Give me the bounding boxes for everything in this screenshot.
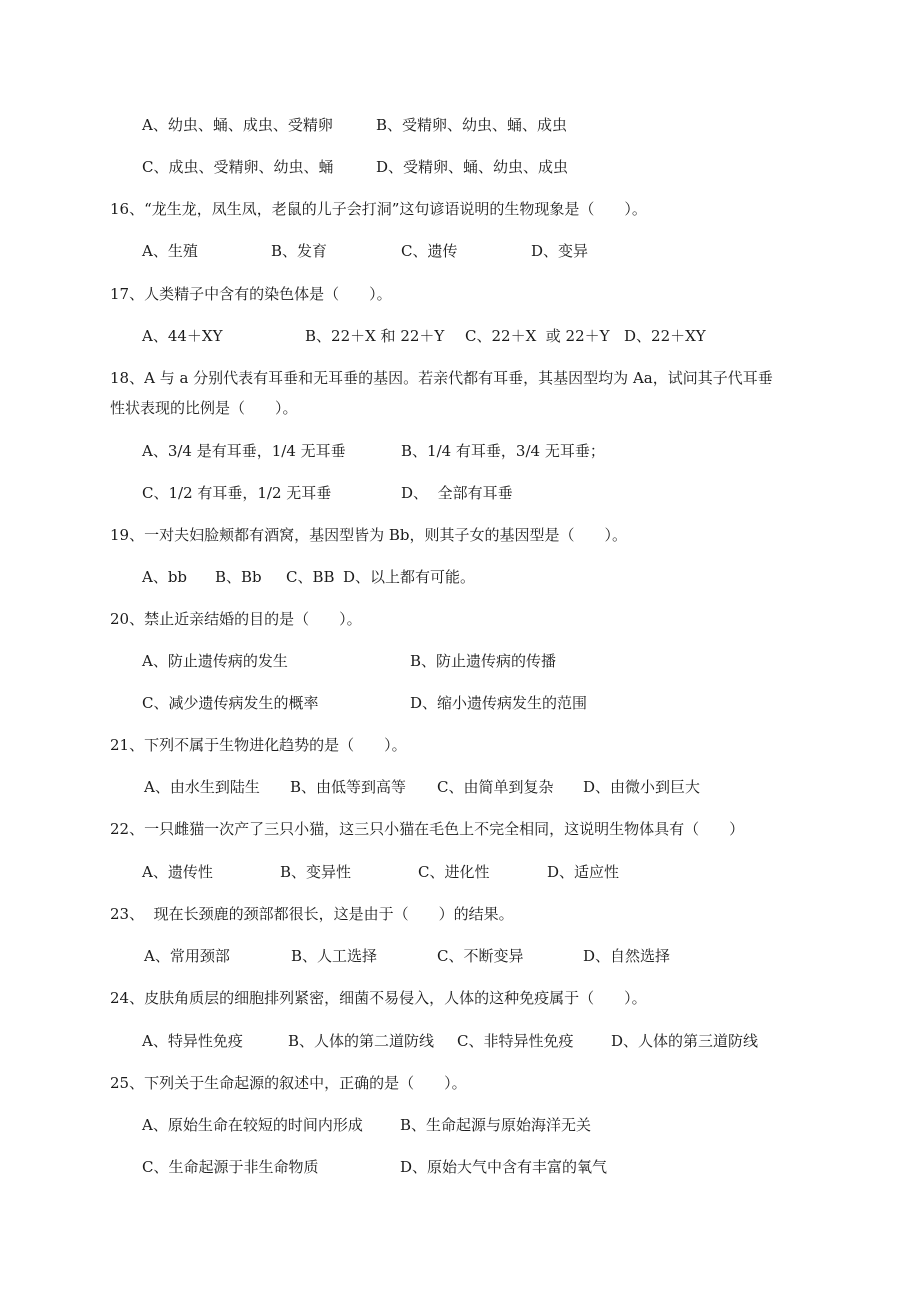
q15-option-d: D、受精卵、蛹、幼虫、成虫 <box>376 158 569 176</box>
q25-option-a: A、原始生命在较短的时间内形成 <box>142 1116 363 1134</box>
q24-question: 24、皮肤角质层的细胞排列紧密，细菌不易侵入，人体的这种免疫属于（ ）。 <box>110 989 647 1007</box>
q17-option-c: C、22＋X 或 22＋Y <box>465 327 610 345</box>
q21-option-a: A、由水生到陆生 <box>144 778 260 796</box>
q25-options-row-2 <box>0 1156 608 1244</box>
q19-option-c: C、BB <box>286 568 335 586</box>
q20-option-b: B、防止遗传病的传播 <box>410 652 557 670</box>
q16-option-b: B、发育 <box>271 242 328 260</box>
q23-option-b: B、人工选择 <box>291 947 378 965</box>
q21-option-c: C、由简单到复杂 <box>437 778 554 796</box>
q18-option-c: C、1/2 有耳垂，1/2 无耳垂 <box>142 484 332 502</box>
q18-option-b: B、1/4 有耳垂，3/4 无耳垂； <box>401 442 605 460</box>
q25-option-d: D、原始大气中含有丰富的氧气 <box>400 1158 608 1176</box>
q17-option-b: B、22＋X 和 22＋Y <box>305 327 445 345</box>
q25-option-b: B、生命起源与原始海洋无关 <box>400 1116 592 1134</box>
q15-option-c: C、成虫、受精卵、幼虫、蛹 <box>142 158 334 176</box>
q22-option-c: C、进化性 <box>418 863 490 881</box>
q21-option-b: B、由低等到高等 <box>290 778 407 796</box>
q19-option-a: A、bb <box>142 568 188 586</box>
q15-option-b: B、受精卵、幼虫、蛹、成虫 <box>376 116 568 134</box>
q19-option-b: B、Bb <box>215 568 262 586</box>
q19-question: 19、一对夫妇脸颊都有酒窝，基因型皆为 Bb，则其子女的基因型是（ ）。 <box>110 526 627 544</box>
q15-option-a: A、幼虫、蛹、成虫、受精卵 <box>142 116 333 134</box>
q23-question: 23、 现在长颈鹿的颈部都很长，这是由于（ ）的结果。 <box>110 905 514 923</box>
q16-option-d: D、变异 <box>531 242 589 260</box>
q20-option-a: A、防止遗传病的发生 <box>142 652 288 670</box>
q20-question: 20、禁止近亲结婚的目的是（ ）。 <box>110 610 362 628</box>
q19-option-d: D、以上都有可能。 <box>343 568 476 586</box>
q25-option-c: C、生命起源于非生命物质 <box>142 1158 319 1176</box>
q24-option-d: D、人体的第三道防线 <box>611 1032 759 1050</box>
q17-question: 17、人类精子中含有的染色体是（ ）。 <box>110 285 392 303</box>
q18-question: 18、A 与 a 分别代表有耳垂和无耳垂的基因。若亲代都有耳垂，其基因型均为 Aa，试问其子代耳垂 <box>110 369 773 387</box>
q23-option-a: A、常用颈部 <box>144 947 230 965</box>
q17-option-d: D、22＋XY <box>624 327 706 345</box>
q24-option-b: B、人体的第二道防线 <box>288 1032 435 1050</box>
q16-question: 16、“龙生龙，凤生凤，老鼠的儿子会打洞”这句谚语说明的生物现象是（ ）。 <box>110 200 647 218</box>
q24-option-c: C、非特异性免疫 <box>457 1032 574 1050</box>
q22-option-b: B、变异性 <box>280 863 352 881</box>
q20-option-d: D、缩小遗传病发生的范围 <box>410 694 588 712</box>
q17-option-a: A、44＋XY <box>142 327 223 345</box>
q23-option-c: C、不断变异 <box>437 947 524 965</box>
q22-option-d: D、适应性 <box>547 863 620 881</box>
q22-question: 22、一只雌猫一次产了三只小猫，这三只小猫在毛色上不完全相同，这说明生物体具有（ ） <box>110 820 745 838</box>
q23-option-d: D、自然选择 <box>583 947 671 965</box>
q18-option-a: A、3/4 是有耳垂，1/4 无耳垂 <box>142 442 346 460</box>
q20-option-c: C、减少遗传病发生的概率 <box>142 694 319 712</box>
q21-question: 21、下列不属于生物进化趋势的是（ ）。 <box>110 736 407 754</box>
q25-question: 25、下列关于生命起源的叙述中，正确的是（ ）。 <box>110 1074 467 1092</box>
q18-question-continued: 性状表现的比例是（ ）。 <box>110 399 298 417</box>
q16-option-a: A、生殖 <box>142 242 198 260</box>
q24-option-a: A、特异性免疫 <box>142 1032 243 1050</box>
q18-option-d: D、 全部有耳垂 <box>401 484 513 502</box>
q16-option-c: C、遗传 <box>401 242 458 260</box>
q21-option-d: D、由微小到巨大 <box>583 778 701 796</box>
q22-option-a: A、遗传性 <box>142 863 213 881</box>
